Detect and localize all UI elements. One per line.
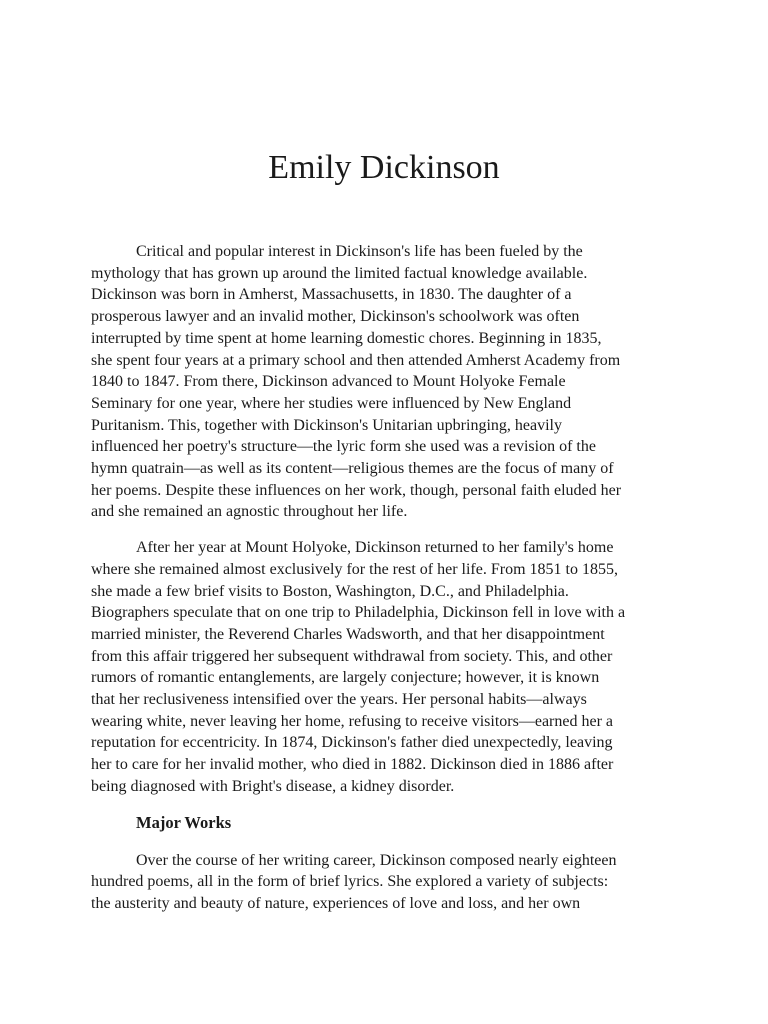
text-line: the austerity and beauty of nature, experiences of love and loss, and her own [91,894,581,912]
text-line: reputation for eccentricity. In 1874, Dickinson's father died unexpectedly, leaving [91,734,613,752]
text-line: she spent four years at a primary school and then attended Amherst Academy from [91,351,621,369]
text-line: Over the course of her writing career, Dickinson composed nearly eighteen [136,851,617,869]
paragraph-1 [91,241,687,523]
text-line: Puritanism. This, together with Dickinson's Unitarian upbringing, heavily [91,416,562,434]
text-line: mythology that has grown up around the limited factual knowledge available. [91,264,588,282]
paragraph-2 [91,537,687,797]
text-line: Biographers speculate that on one trip to Philadelphia, Dickinson fell in love with a [91,604,626,622]
text-line: hundred poems, all in the form of brief lyrics. She explored a variety of subjects: [91,873,609,891]
text-line: interrupted by time spent at home learning domestic chores. Beginning in 1835, [91,329,602,347]
paragraph-3 [91,850,687,915]
text-line: rumors of romantic entanglements, are largely conjecture; however, it is known [91,669,600,687]
text-line: prosperous lawyer and an invalid mother, Dickinson's schoolwork was often [91,308,580,326]
text-line: married minister, the Reverend Charles Wadsworth, and that her disappointment [91,625,605,643]
text-line: she made a few brief visits to Boston, Washington, D.C., and Philadelphia. [91,582,569,600]
text-line: from this affair triggered her subsequent withdrawal from society. This, and other [91,647,613,665]
text-line: Dickinson was born in Amherst, Massachusetts, in 1830. The daughter of a [91,286,572,304]
text-line: wearing white, never leaving her home, refusing to receive visitors—earned her a [91,712,614,730]
text-line: Seminary for one year, where her studies were influenced by New England [91,394,572,412]
text-line: and she remained an agnostic throughout her life. [91,503,408,521]
text-line: After her year at Mount Holyoke, Dickinson returned to her family's home [136,539,614,557]
text-line: her poems. Despite these influences on her work, though, personal faith eluded her [91,481,622,499]
document-body [91,241,687,929]
text-line: that her reclusiveness intensified over the years. Her personal habits—always [91,691,587,709]
text-line: 1840 to 1847. From there, Dickinson advanced to Mount Holyoke Female [91,373,566,391]
document-title: Emily Dickinson [268,149,500,186]
text-line: hymn quatrain—as well as its content—religious themes are the focus of many of [91,460,614,478]
text-line: influenced her poetry's structure—the lyric form she used was a revision of the [91,438,596,456]
text-line: her to care for her invalid mother, who died in 1882. Dickinson died in 1886 after [91,756,614,774]
section-heading-major-works: Major Works [136,812,232,832]
text-line: where she remained almost exclusively for the rest of her life. From 1851 to 1855, [91,560,618,578]
text-line: being diagnosed with Bright's disease, a kidney disorder. [91,777,455,795]
text-line: Critical and popular interest in Dickinson's life has been fueled by the [136,243,583,260]
